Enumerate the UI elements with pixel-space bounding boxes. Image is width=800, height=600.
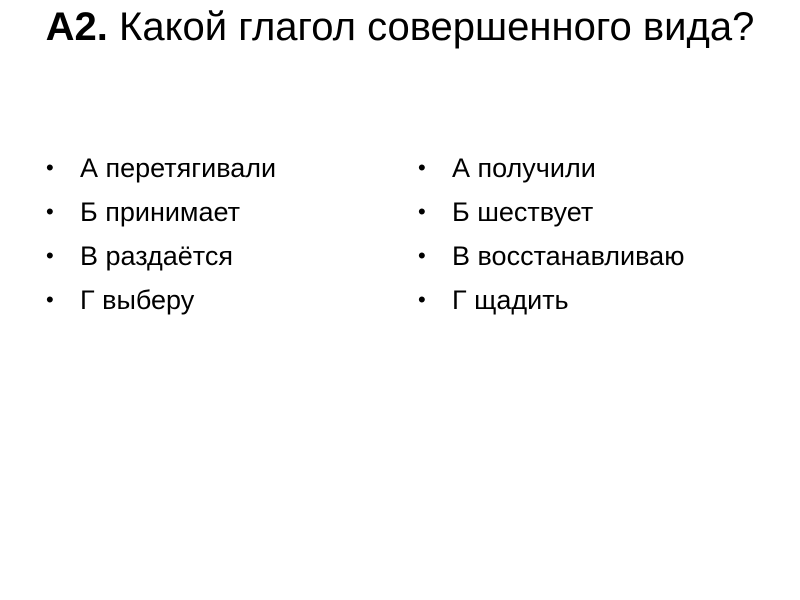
option-label: Г щадить <box>452 285 569 315</box>
bullet-icon: • <box>418 243 426 268</box>
option-item <box>416 190 776 234</box>
option-item <box>416 146 776 190</box>
question-text: Какой глагол совершенного вида? <box>107 5 755 49</box>
option-item <box>44 278 374 322</box>
option-item <box>416 278 776 322</box>
question-number: А2. <box>45 5 108 49</box>
option-item <box>44 190 374 234</box>
right-options-list <box>416 146 776 322</box>
bullet-icon: • <box>46 155 54 180</box>
bullet-icon: • <box>418 199 426 224</box>
option-label: А перетягивали <box>80 153 277 183</box>
option-label: В раздаётся <box>80 241 233 271</box>
option-item <box>416 234 776 278</box>
option-label: Г выберу <box>80 285 195 315</box>
left-options-list <box>44 146 374 322</box>
bullet-icon: • <box>418 287 426 312</box>
option-label: Б принимает <box>80 197 240 227</box>
bullet-icon: • <box>46 243 54 268</box>
option-label: А получили <box>452 153 596 183</box>
slide-title <box>40 2 760 52</box>
bullet-icon: • <box>46 199 54 224</box>
bullet-icon: • <box>418 155 426 180</box>
option-item <box>44 234 374 278</box>
option-label: Б шествует <box>452 197 594 227</box>
bullet-icon: • <box>46 287 54 312</box>
option-item <box>44 146 374 190</box>
option-label: В восстанавливаю <box>452 241 685 271</box>
